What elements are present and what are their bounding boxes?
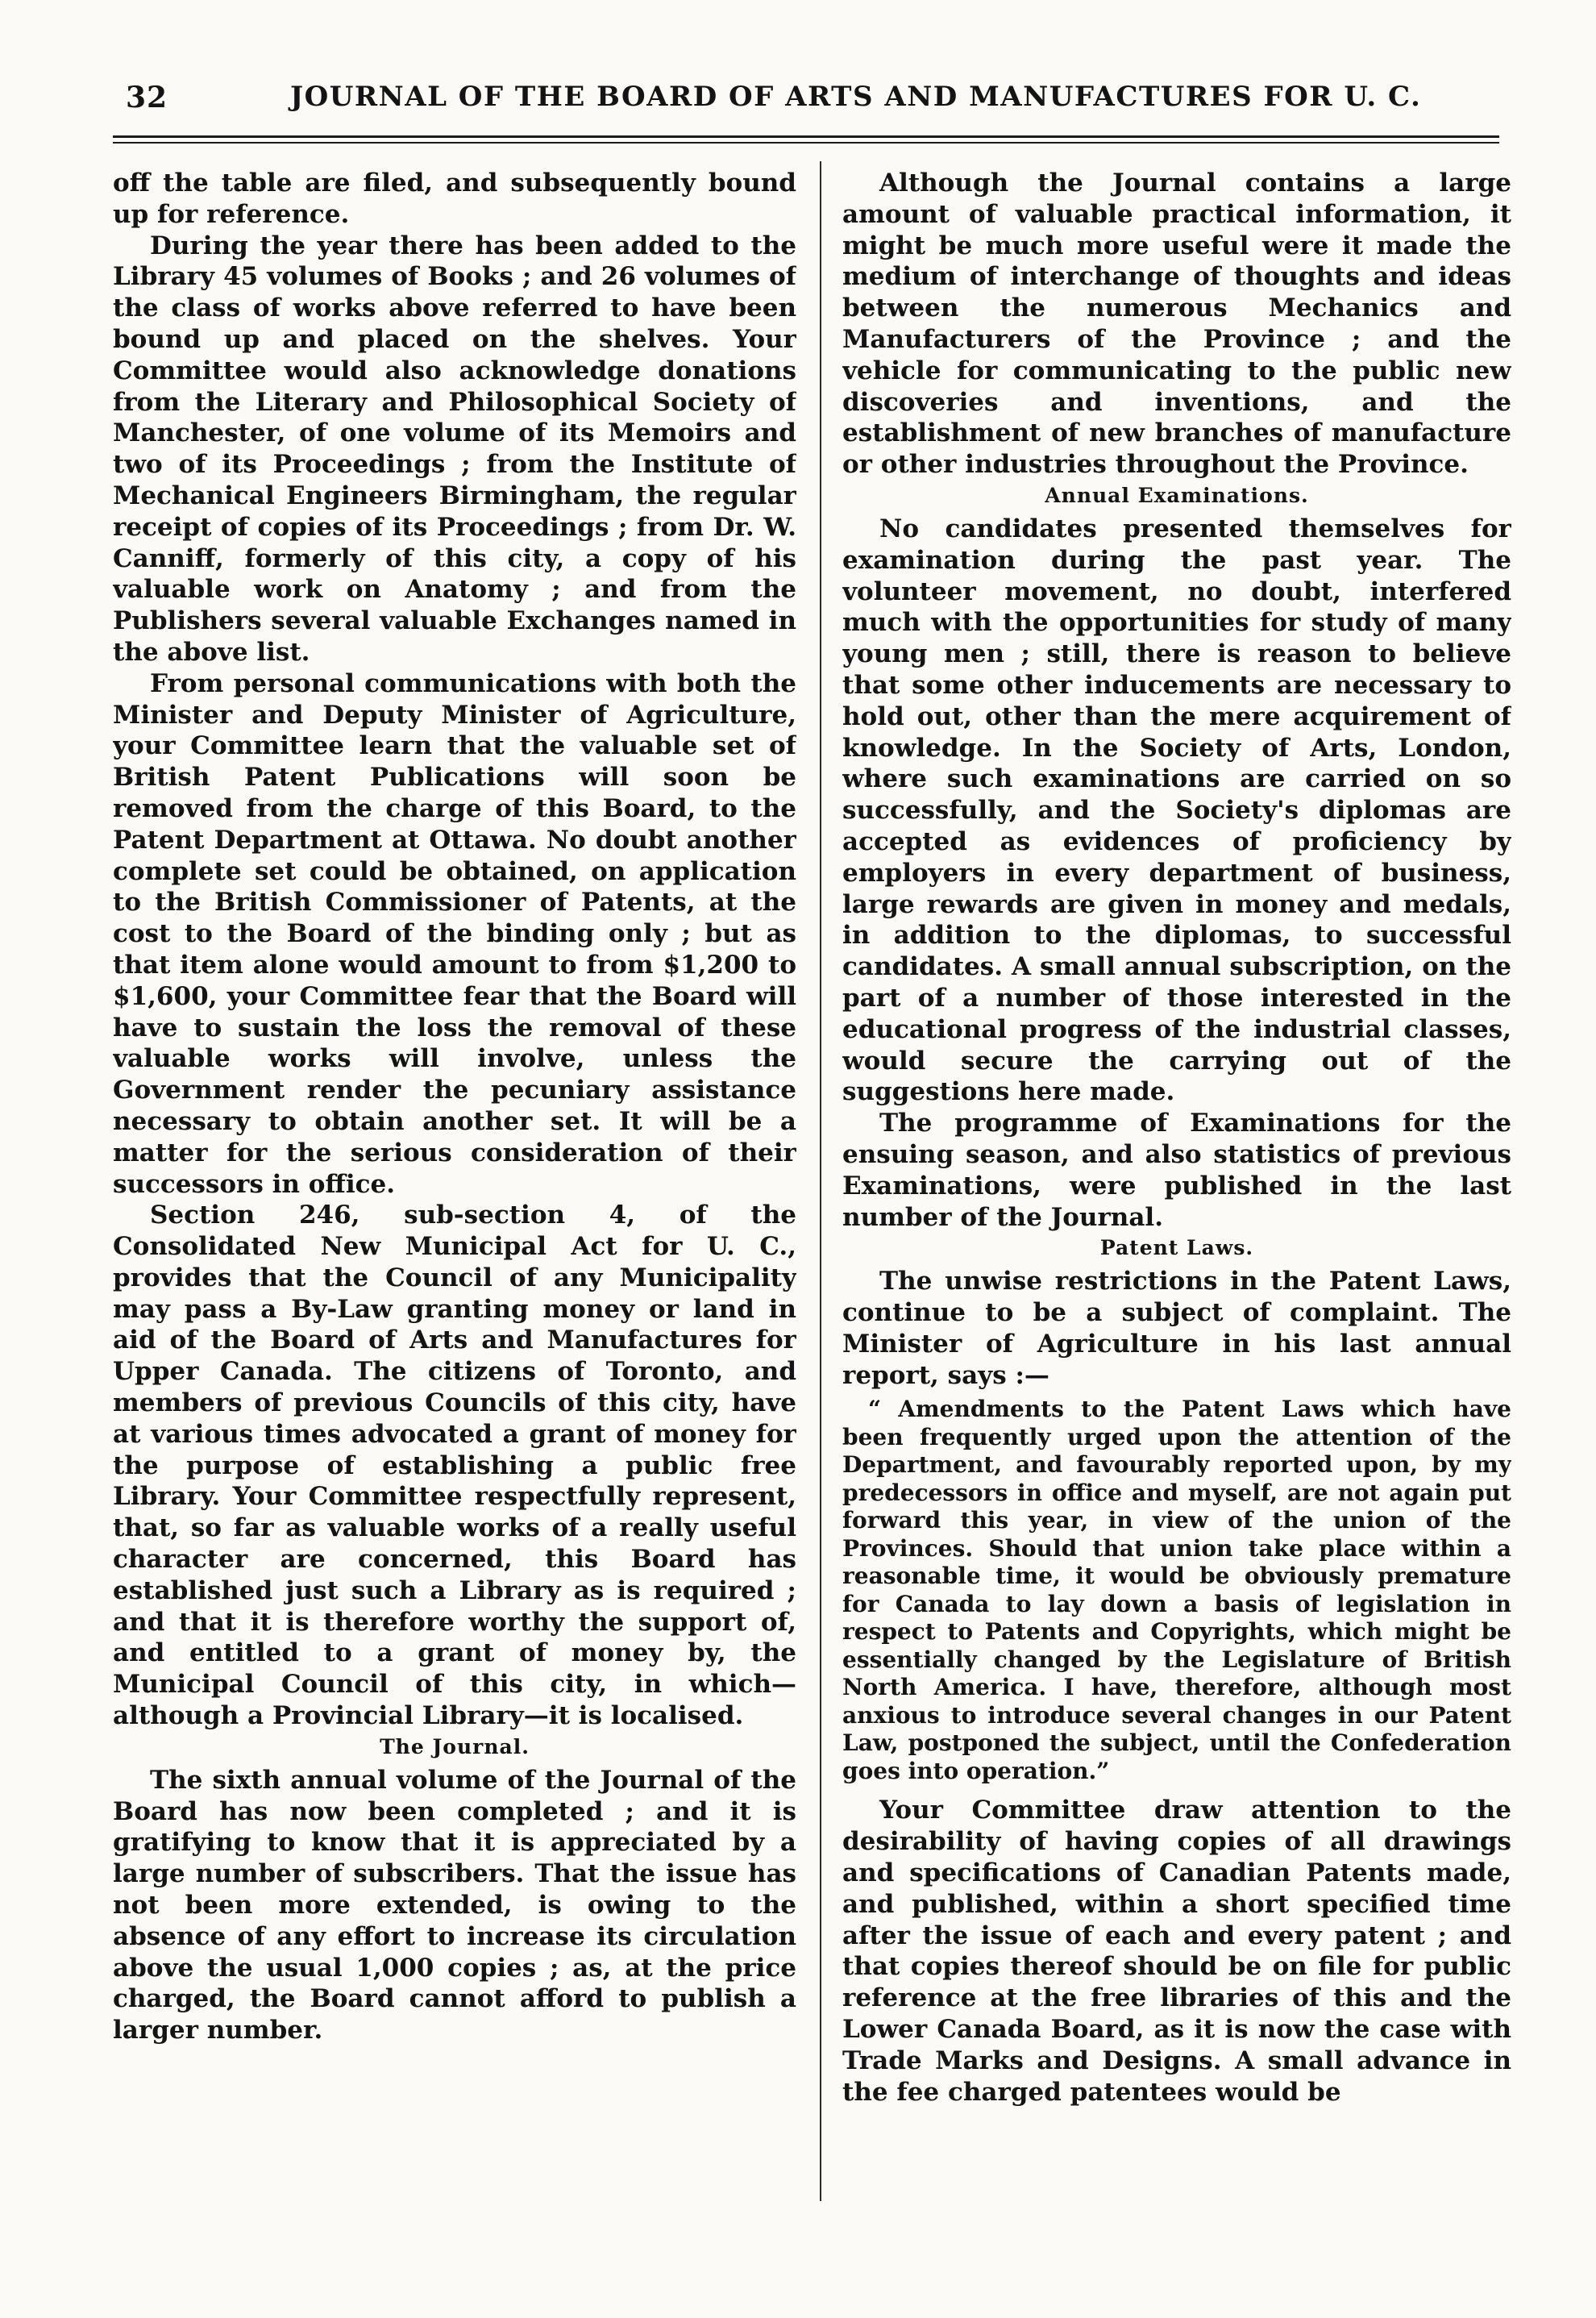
page-header bbox=[113, 81, 1499, 129]
paragraph-patent-restrictions: The unwise restrictions in the Patent Laws, continue to be a subject of complaint. The Minister of Agriculture in his last annual report, says :— bbox=[842, 1267, 1511, 1390]
section-heading-journal: The Journal. bbox=[380, 1734, 530, 1758]
header-rule-thick bbox=[113, 135, 1499, 138]
paragraph-journal-usefulness: Although the Journal contains a large amount of valuable practical information, it might be much more useful were it made the medium of interchange of thoughts and ideas between the numerous Mechanics and Manufacturers of the Province ; and the vehicle for communicating to the public new discoveries and inventions, and the establishment of new branches of manufacture or other industries throughout the Province. bbox=[842, 169, 1511, 480]
right-column bbox=[842, 168, 1511, 2216]
paragraph-municipal-act: Section 246, sub-section 4, of the Consolidated New Municipal Act for U. C., provides that the Council of any Municipality may pass a By-Law granting money or land in aid of the Board of Arts and Manufactures for Upper Canada. The citizens of Toronto, and members of previous Councils of this city, have at various times advocated a grant of money for the purpose of establishing a public free Library. Your Committee respectfully represent, that, so far as valuable works of a really useful character are concerned, this Board has established just such a Library as is required ; and that it is therefore worthy the support of, and entitled to a grant of money by, the Municipal Council of this city, in which—although a Provincial Library—it is localised. bbox=[113, 1201, 796, 1731]
page-number: 32 bbox=[126, 81, 168, 114]
paragraph-library-additions: During the year there has been added to the Library 45 volumes of Books ; and 26 volumes of the class of works above referred to have been bound up and placed on the shelves. Your Committee would also acknowledge donations from the Literary and Philosophical Society of Manchester, of one volume of its Memoirs and two of its Proceedings ; from the Institute of Mechanical Engineers Birmingham, the regular receipt of copies of its Proceedings ; from Dr. W. Canniff, formerly of this city, a copy of his valuable work on Anatomy ; and from the Publishers several valuable Exchanges named in the above list. bbox=[113, 231, 796, 667]
column-divider bbox=[820, 161, 821, 2201]
paragraph-programme: The programme of Examinations for the ensuing season, and also statistics of previous Examinations, were published in the last number of the Journal. bbox=[842, 1109, 1511, 1232]
paragraph-journal-volume: The sixth annual volume of the Journal of the Board has now been completed ; and it is gratifying to know that it is appreciated by a large number of subscribers. That the issue has not been more extended, is owing to the absence of any effort to increase its circulation above the usual 1,000 copies ; as, at the price charged, the Board cannot afford to publish a larger number. bbox=[113, 1765, 796, 2045]
paragraph-patent-publications: From personal communications with both the Minister and Deputy Minister of Agriculture, your Committee learn that the valuable set of British Patent Publications will soon be removed from the charge of this Board, to the Patent Department at Ottawa. No doubt another complete set could be obtained, on application to the British Commissioner of Patents, at the cost to the Board of the binding only ; but as that item alone would amount to from $1,200 to $1,600, your Committee fear that the Board will have to sustain the loss the removal of these valuable works will involve, unless the Government render the pecuniary assistance necessary to obtain another set. It will be a matter for the serious consideration of their successors in office. bbox=[113, 668, 796, 1199]
paragraph-no-candidates: No candidates presented themselves for examination during the past year. The volunteer movement, no doubt, interfered much with the opportunities for study of many young men ; still, there is reason to believe that some other inducements are necessary to hold out, other than the mere acquirement of knowledge. In the Society of Arts, London, where such examinations are carried on so successfully, and the Society's diplomas are accepted as evidences of proficiency by employers in every department of business, large rewards are given in money and medals, in addition to the diplomas, to successful candidates. A small annual subscription, on the part of a number of those interested in the educational progress of the industrial classes, would secure the carrying out of the suggestions here made. bbox=[842, 514, 1511, 1107]
paragraph-patent-copies: Your Committee draw attention to the desirability of having copies of all drawings and specifications of Canadian Patents made, and published, within a short specified time after the issue of each and every patent ; and that copies thereof should be on file for public reference at the free libraries of this and the Lower Canada Board, as it is now the case with Trade Marks and Designs. A small advance in the fee charged patentees would be bbox=[842, 1796, 1511, 2107]
header-rule-thin bbox=[113, 142, 1499, 144]
section-heading-patent-laws: Patent Laws. bbox=[1099, 1236, 1254, 1260]
paragraph-library-continued: off the table are filed, and subsequently bound up for reference. bbox=[113, 169, 796, 229]
minister-quote-text: “ Amendments to the Patent Laws which have been frequently urged upon the attention of the Department, and favourably reported upon, by my predecessors in office and myself, are not again put forward this year, in view of the union of the Provinces. Should that union take place within a reasonable time, it would be obviously premature for Canada to lay down a basis of legislation in respect to Patents and Copyrights, which might be essentially changed by the Legislature of British North America. I have, therefore, although most anxious to introduce several changes in our Patent Law, postponed the subject, until the Confederation goes into operation.” bbox=[842, 1396, 1511, 1784]
minister-quote bbox=[842, 1396, 1511, 1785]
section-heading-examinations: Annual Examinations. bbox=[1045, 483, 1309, 507]
running-title: JOURNAL OF THE BOARD OF ARTS AND MANUFACTURES FOR U. C. bbox=[290, 81, 1422, 113]
left-column bbox=[113, 168, 796, 2216]
